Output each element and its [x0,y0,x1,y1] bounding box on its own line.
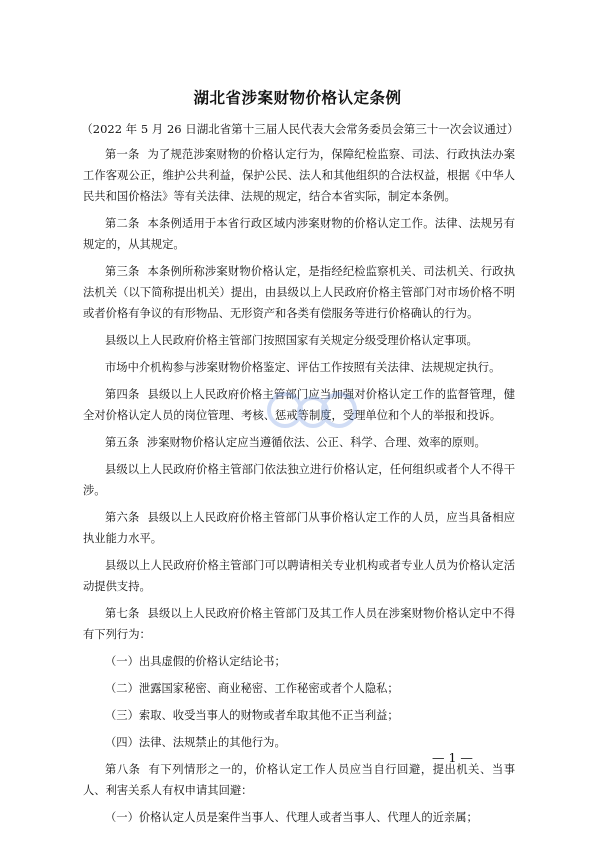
paragraph [83,507,515,549]
paragraph [83,459,515,501]
paragraph [83,603,515,645]
paragraph-text: 县级以上人民政府价格主管部门应当加强对价格认定工作的监督管理，健全对价格认定人员的岗位管理、考核、惩戒等制度，受理单位和个人的举报和投诉。 [83,388,515,422]
paragraph-text: （二）泄露国家秘密、商业秘密、工作秘密或者个人隐私； [105,682,399,695]
article-number: 第二条 [105,217,140,230]
paragraph [83,384,515,426]
paragraph-text: 本条例所称涉案财物价格认定，是指经纪检监察机关、司法机关、行政执法机关（以下简称提出机关）提出，由县级以上人民政府价格主管部门对市场价格不明或者价格有争议的有形物品、无形资产和各类有偿服务等进行价格确认的行为。 [83,265,515,320]
article-number: 第四条 [105,388,140,401]
paragraph-text: （三）索取、收受当事人的财物或者牟取其他不正当利益； [105,709,399,722]
article-number: 第三条 [105,265,140,278]
paragraph-text: 县级以上人民政府价格主管部门及其工作人员在涉案财物价格认定中不得有下列行为： [83,607,515,641]
paragraph [83,144,515,207]
paragraph [83,261,515,324]
paragraph [83,555,515,597]
paragraph [83,705,515,726]
article-number: 第一条 [105,148,140,161]
paragraph [83,759,515,801]
article-number: 第八条 [105,763,141,776]
paragraph-text: 有下列情形之一的，价格认定工作人员应当自行回避，提出机关、当事人、利害关系人有权申请其回避： [83,763,515,797]
paragraph-text: 涉案财物价格认定应当遵循依法、公正、科学、合理、效率的原则。 [146,436,486,449]
article-number: 第七条 [105,607,140,620]
document-subtitle: （2022 年 5 月 26 日湖北省第十三届人民代表大会常务委员会第三十一次会议通过） [81,122,519,136]
paragraph [83,432,515,453]
paragraph [83,678,515,699]
paragraph [83,357,515,378]
paragraph-text: 市场中介机构参与涉案财物价格鉴定、评估工作按照有关法律、法规规定执行。 [105,361,501,374]
paragraph-text: 为了规范涉案财物的价格认定行为，保障纪检监察、司法、行政执法办案工作客观公正，维护公共利益，保护公民、法人和其他组织的合法权益，根据《中华人民共和国价格法》等有关法律、法规的规定，结合本省实际，制定本条例。 [83,148,515,203]
paragraph [83,330,515,351]
paragraph-text: 县级以上人民政府价格主管部门从事价格认定工作的人员，应当具备相应执业能力水平。 [83,511,515,545]
paragraph-text: 本条例适用于本省行政区域内涉案财物的价格认定工作。法律、法规另有规定的，从其规定。 [83,217,515,251]
paragraph [83,213,515,255]
paragraph [83,651,515,672]
article-number: 第六条 [105,511,140,524]
document-title: 湖北省涉案财物价格认定条例 [193,89,402,107]
article-number: 第五条 [105,436,139,449]
page-number: — 1 — [432,750,473,765]
paragraph-text: （一）出具虚假的价格认定结论书； [105,655,286,668]
paragraph-text: 县级以上人民政府价格主管部门可以聘请相关专业机构或者专业人员为价格认定活动提供支持。 [83,559,515,593]
paragraph-text: （一）价格认定人员是案件当事人、代理人或者当事人、代理人的近亲属； [105,811,478,824]
document-body [83,144,515,834]
paragraph-text: （四）法律、法规禁止的其他行为。 [105,736,286,749]
paragraph-text: 县级以上人民政府价格主管部门依法独立进行价格认定，任何组织或者个人不得干涉。 [83,463,515,497]
paragraph [83,807,515,828]
paragraph-text: 县级以上人民政府价格主管部门按照国家有关规定分级受理价格认定事项。 [105,334,478,347]
